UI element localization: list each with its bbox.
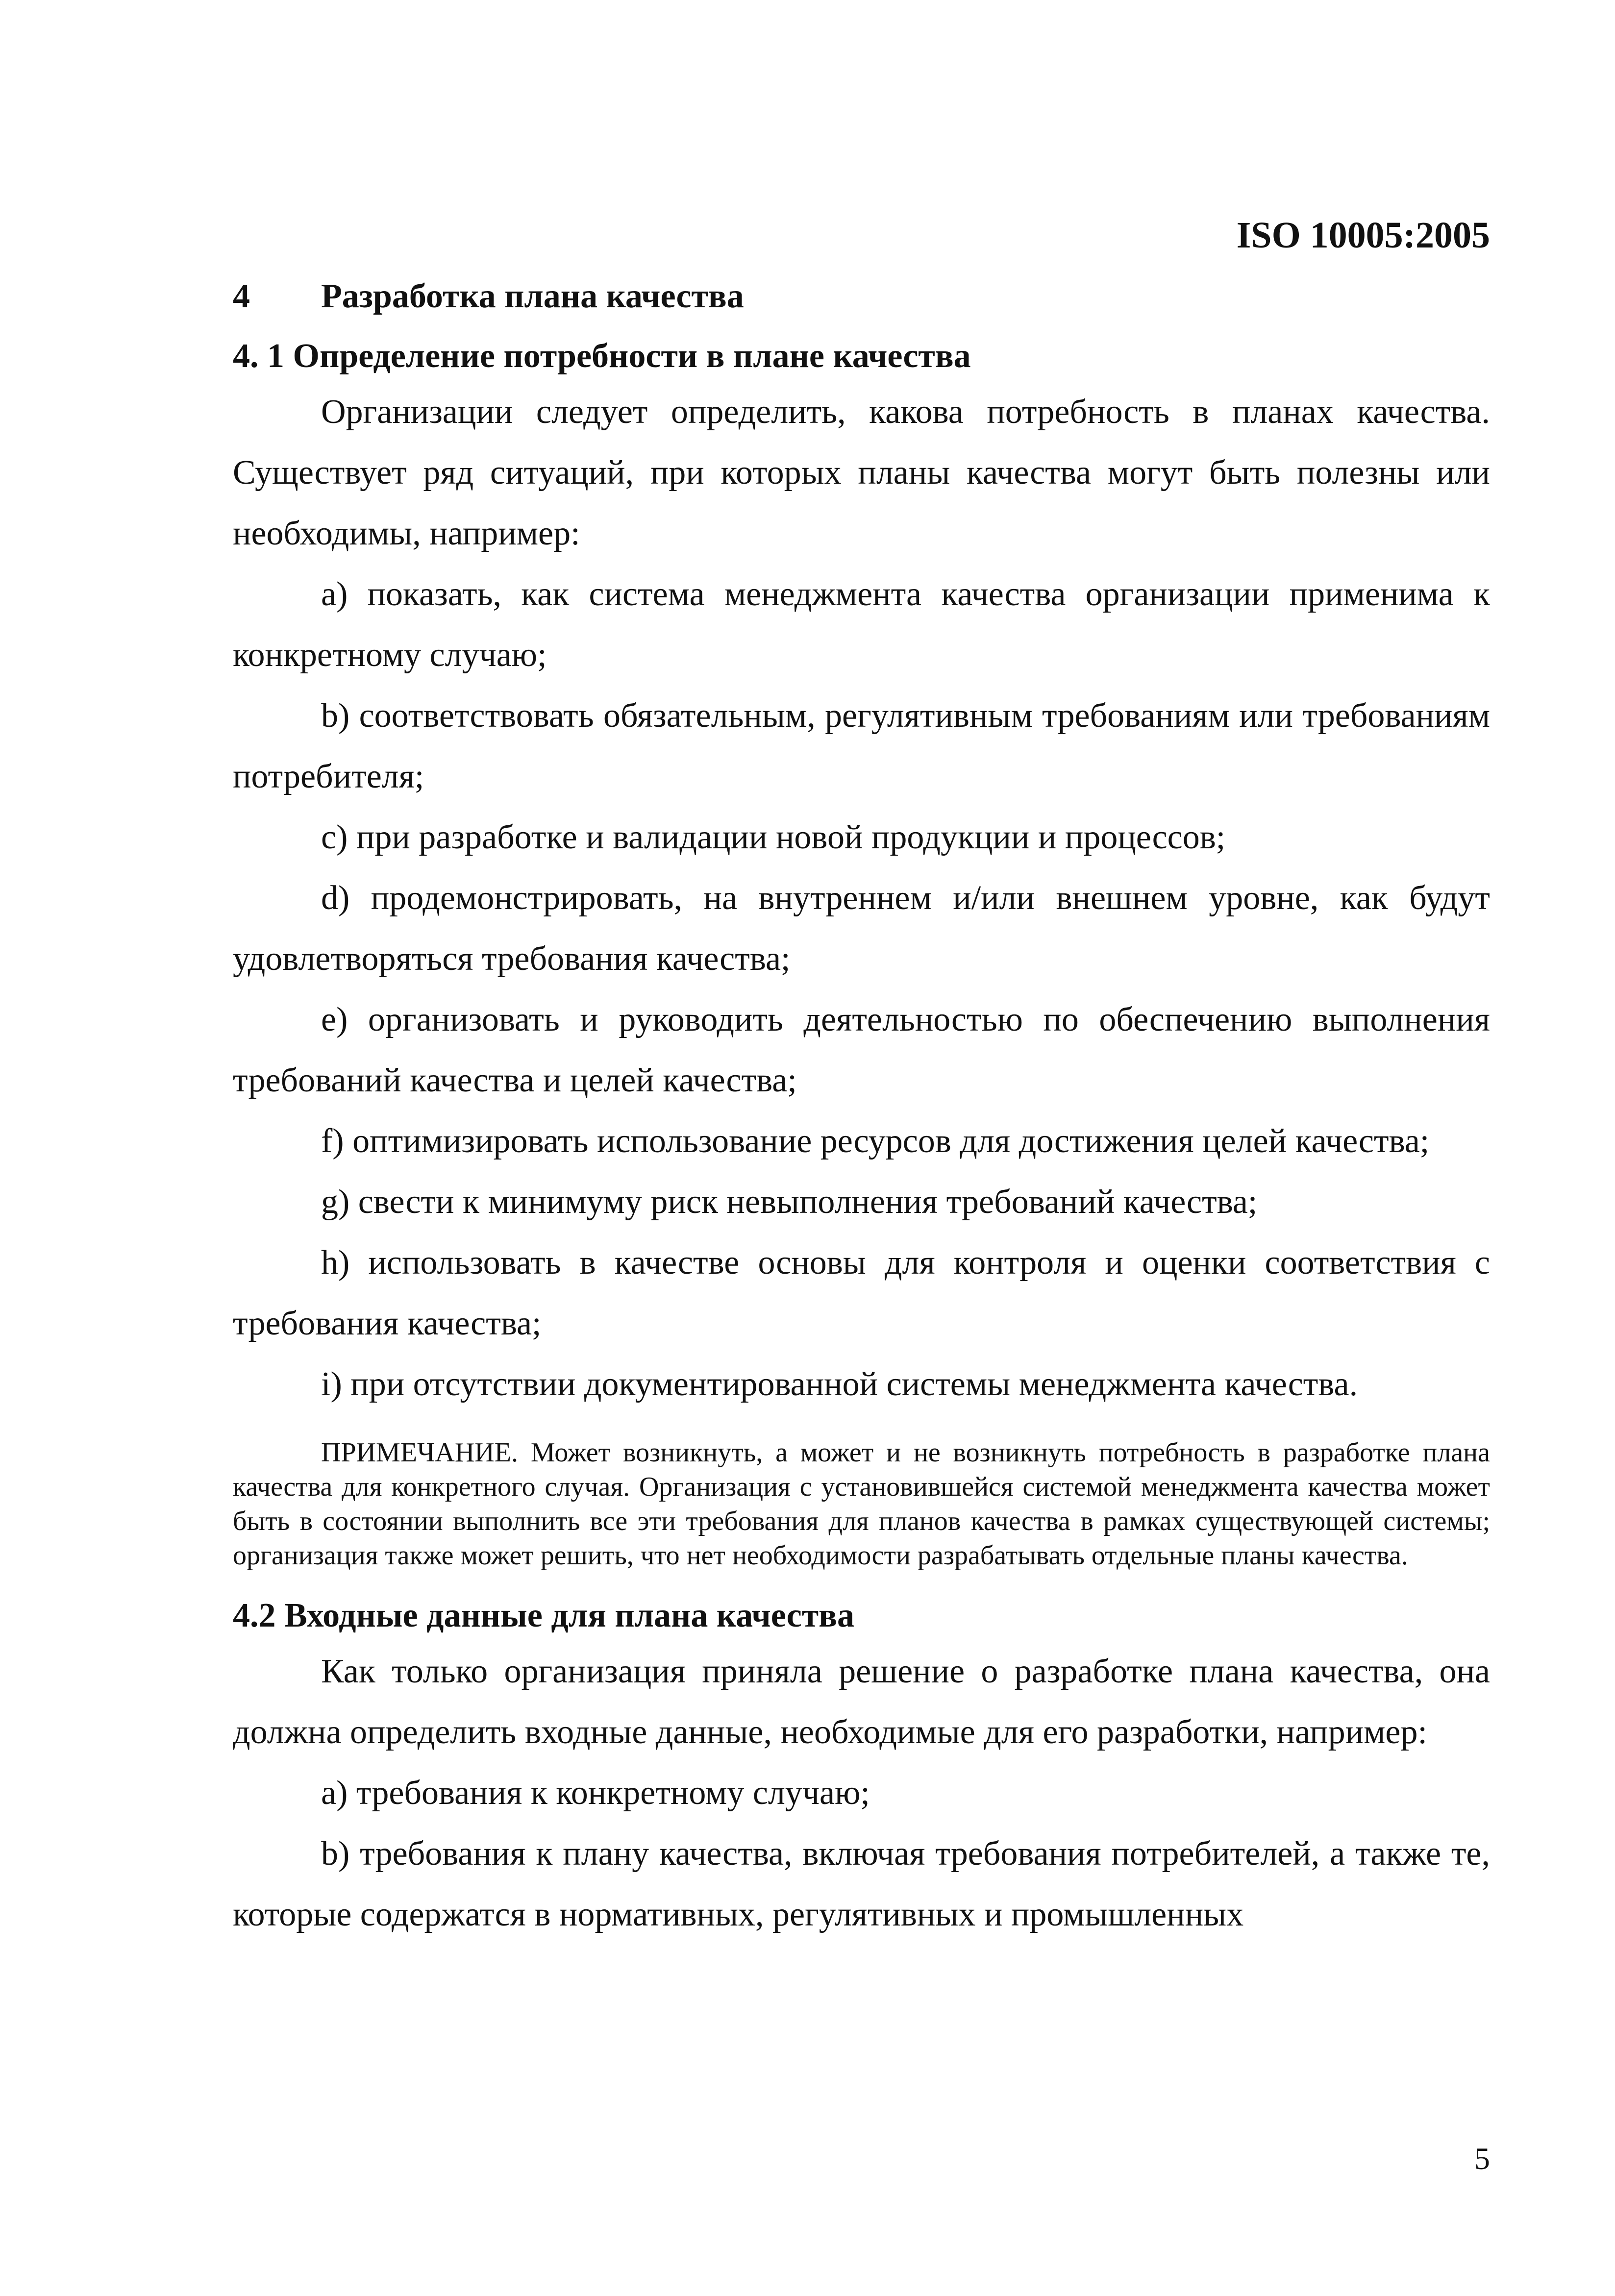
list-item-i: i) при отсутствии документированной системы менеджмента качества. [321, 1365, 1358, 1403]
section-4-title: Разработка плана качества [321, 277, 744, 315]
list-item-h: h) использовать в качестве основы для контроля и оценки соответствия с требования качества; [233, 1244, 1490, 1342]
section-4-1-heading: 4. 1 Определение потребности в плане качества [233, 337, 971, 375]
list-item-b: b) соответствовать обязательным, регулятивным требованиям или требованиям потребителя; [233, 697, 1490, 795]
section-4-2-item-a: a) требования к конкретному случаю; [321, 1774, 870, 1812]
list-item-c: c) при разработке и валидации новой продукции и процессов; [321, 818, 1226, 856]
section-4-1-intro: Организации следует определить, какова потребность в планах качества. Существует ряд ситуаций, при которых планы качества могут быть полезны или необходимы, например: [233, 393, 1490, 552]
section-4-2-intro: Как только организация приняла решение о разработке плана качества, она должна определить входные данные, необходимые для его разработки, например: [233, 1653, 1490, 1751]
list-item-a: a) показать, как система менеджмента качества организации применима к конкретному случаю; [233, 575, 1490, 674]
page-body [233, 272, 1490, 1945]
page-number: 5 [1474, 2141, 1490, 2176]
section-4-2-item-b: b) требования к плану качества, включая требования потребителей, а также те, которые содержатся в нормативных, регулятивных и промышленных [233, 1835, 1490, 1933]
document-standard-id: ISO 10005:2005 [1236, 215, 1490, 256]
list-item-d: d) продемонстрировать, на внутреннем и/или внешнем уровне, как будут удовлетворяться требования качества; [233, 879, 1490, 978]
list-item-f: f) оптимизировать использование ресурсов для достижения целей качества; [321, 1122, 1430, 1160]
section-4-number: 4 [233, 277, 250, 315]
section-4-1-note: ПРИМЕЧАНИЕ. Может возникнуть, а может и не возникнуть потребность в разработке плана качества для конкретного случая. Организация с установившейся системой менеджмента качества может быть в состоянии выполнить все эти требования для планов качества в рамках существующей системы; организация также может решить, что нет необходимости разрабатывать отдельные планы качества. [233, 1437, 1490, 1571]
list-item-g: g) свести к минимуму риск невыполнения требований качества; [321, 1183, 1258, 1221]
section-4-2-heading: 4.2 Входные данные для плана качества [233, 1597, 854, 1634]
section-4-heading [233, 272, 1490, 321]
list-item-e: e) организовать и руководить деятельностью по обеспечению выполнения требований качества и целей качества; [233, 1001, 1490, 1099]
